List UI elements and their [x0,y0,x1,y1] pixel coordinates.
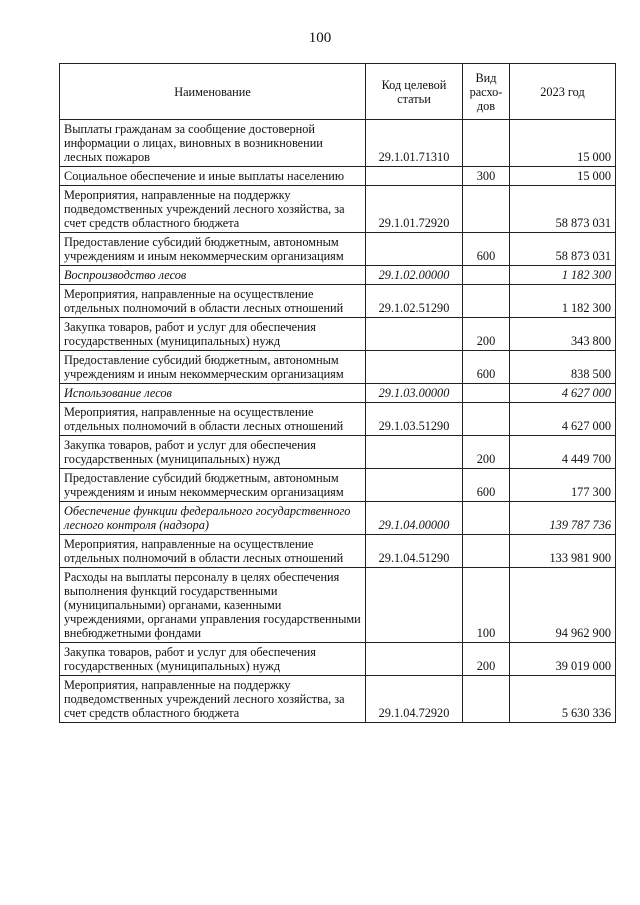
header-code: Код целевой статьи [366,64,463,120]
header-name: Наименование [60,64,366,120]
row-name-cell: Социальное обеспечение и иные выплаты населению [60,167,366,186]
row-code-cell: 29.1.03.00000 [366,384,463,403]
row-type-cell [463,186,510,233]
row-name-cell: Обеспечение функции федерального государственного лесного контроля (надзора) [60,502,366,535]
table-row [60,535,616,568]
row-code-cell: 29.1.02.51290 [366,285,463,318]
row-code-cell: 29.1.04.00000 [366,502,463,535]
row-type-cell: 200 [463,643,510,676]
row-code-cell [366,436,463,469]
row-name-cell: Мероприятия, направленные на поддержку подведомственных учреждений лесного хозяйства, за счет средств областного бюджета [60,186,366,233]
row-amount-cell: 5 630 336 [510,676,616,723]
row-code-cell: 29.1.04.72920 [366,676,463,723]
row-type-cell [463,285,510,318]
row-code-cell: 29.1.01.71310 [366,120,463,167]
row-code-cell: 29.1.03.51290 [366,403,463,436]
row-amount-cell: 343 800 [510,318,616,351]
table-row [60,266,616,285]
row-code-cell: 29.1.04.51290 [366,535,463,568]
row-name-cell: Выплаты гражданам за сообщение достоверной информации о лицах, виновных в возникновении лесных пожаров [60,120,366,167]
row-type-cell [463,535,510,568]
row-code-cell [366,351,463,384]
budget-table [59,63,616,723]
row-type-cell [463,384,510,403]
row-type-cell: 200 [463,436,510,469]
row-name-cell: Мероприятия, направленные на осуществление отдельных полномочий в области лесных отношений [60,535,366,568]
row-name-cell: Закупка товаров, работ и услуг для обеспечения государственных (муниципальных) нужд [60,643,366,676]
row-name-cell: Мероприятия, направленные на поддержку подведомственных учреждений лесного хозяйства, за счет средств областного бюджета [60,676,366,723]
table-row [60,384,616,403]
table-row [60,403,616,436]
row-amount-cell: 139 787 736 [510,502,616,535]
table-row [60,469,616,502]
row-amount-cell: 4 627 000 [510,384,616,403]
row-name-cell: Предоставление субсидий бюджетным, автономным учреждениям и иным некоммерческим организациям [60,469,366,502]
row-name-cell: Мероприятия, направленные на осуществление отдельных полномочий в области лесных отношений [60,403,366,436]
row-amount-cell: 838 500 [510,351,616,384]
row-amount-cell: 4 449 700 [510,436,616,469]
table-row [60,167,616,186]
row-amount-cell: 58 873 031 [510,233,616,266]
row-amount-cell: 39 019 000 [510,643,616,676]
header-year: 2023 год [510,64,616,120]
row-name-cell: Мероприятия, направленные на осуществление отдельных полномочий в области лесных отношений [60,285,366,318]
row-code-cell [366,469,463,502]
row-name-cell: Закупка товаров, работ и услуг для обеспечения государственных (муниципальных) нужд [60,318,366,351]
row-amount-cell: 15 000 [510,120,616,167]
table-row [60,120,616,167]
row-amount-cell: 15 000 [510,167,616,186]
table-header-row [60,64,616,120]
table-row [60,568,616,643]
table-row [60,676,616,723]
row-amount-cell: 1 182 300 [510,285,616,318]
table-row [60,502,616,535]
row-code-cell [366,643,463,676]
row-amount-cell: 4 627 000 [510,403,616,436]
row-amount-cell: 94 962 900 [510,568,616,643]
row-code-cell: 29.1.02.00000 [366,266,463,285]
row-type-cell [463,266,510,285]
row-name-cell: Расходы на выплаты персоналу в целях обеспечения выполнения функций государственными (муниципальными) органами, казенными учреждениями, органами управления государственными внебюджетными фондами [60,568,366,643]
page-number: 100 [308,30,332,46]
table-row [60,285,616,318]
table-row [60,186,616,233]
row-code-cell [366,568,463,643]
row-name-cell: Воспроизводство лесов [60,266,366,285]
row-code-cell [366,167,463,186]
table-row [60,233,616,266]
row-type-cell: 200 [463,318,510,351]
header-type: Вид расхо-дов [463,64,510,120]
row-type-cell: 600 [463,469,510,502]
table-row [60,318,616,351]
row-code-cell [366,233,463,266]
row-type-cell [463,403,510,436]
row-type-cell: 600 [463,233,510,266]
row-name-cell: Предоставление субсидий бюджетным, автономным учреждениям и иным некоммерческим организациям [60,351,366,384]
row-type-cell: 600 [463,351,510,384]
row-code-cell [366,318,463,351]
row-code-cell: 29.1.01.72920 [366,186,463,233]
table-row [60,436,616,469]
row-amount-cell: 133 981 900 [510,535,616,568]
table-row [60,643,616,676]
row-amount-cell: 177 300 [510,469,616,502]
row-type-cell: 100 [463,568,510,643]
row-type-cell [463,676,510,723]
row-name-cell: Предоставление субсидий бюджетным, автономным учреждениям и иным некоммерческим организациям [60,233,366,266]
row-type-cell [463,120,510,167]
row-type-cell: 300 [463,167,510,186]
row-name-cell: Закупка товаров, работ и услуг для обеспечения государственных (муниципальных) нужд [60,436,366,469]
row-amount-cell: 58 873 031 [510,186,616,233]
table-row [60,351,616,384]
row-type-cell [463,502,510,535]
row-amount-cell: 1 182 300 [510,266,616,285]
row-name-cell: Использование лесов [60,384,366,403]
